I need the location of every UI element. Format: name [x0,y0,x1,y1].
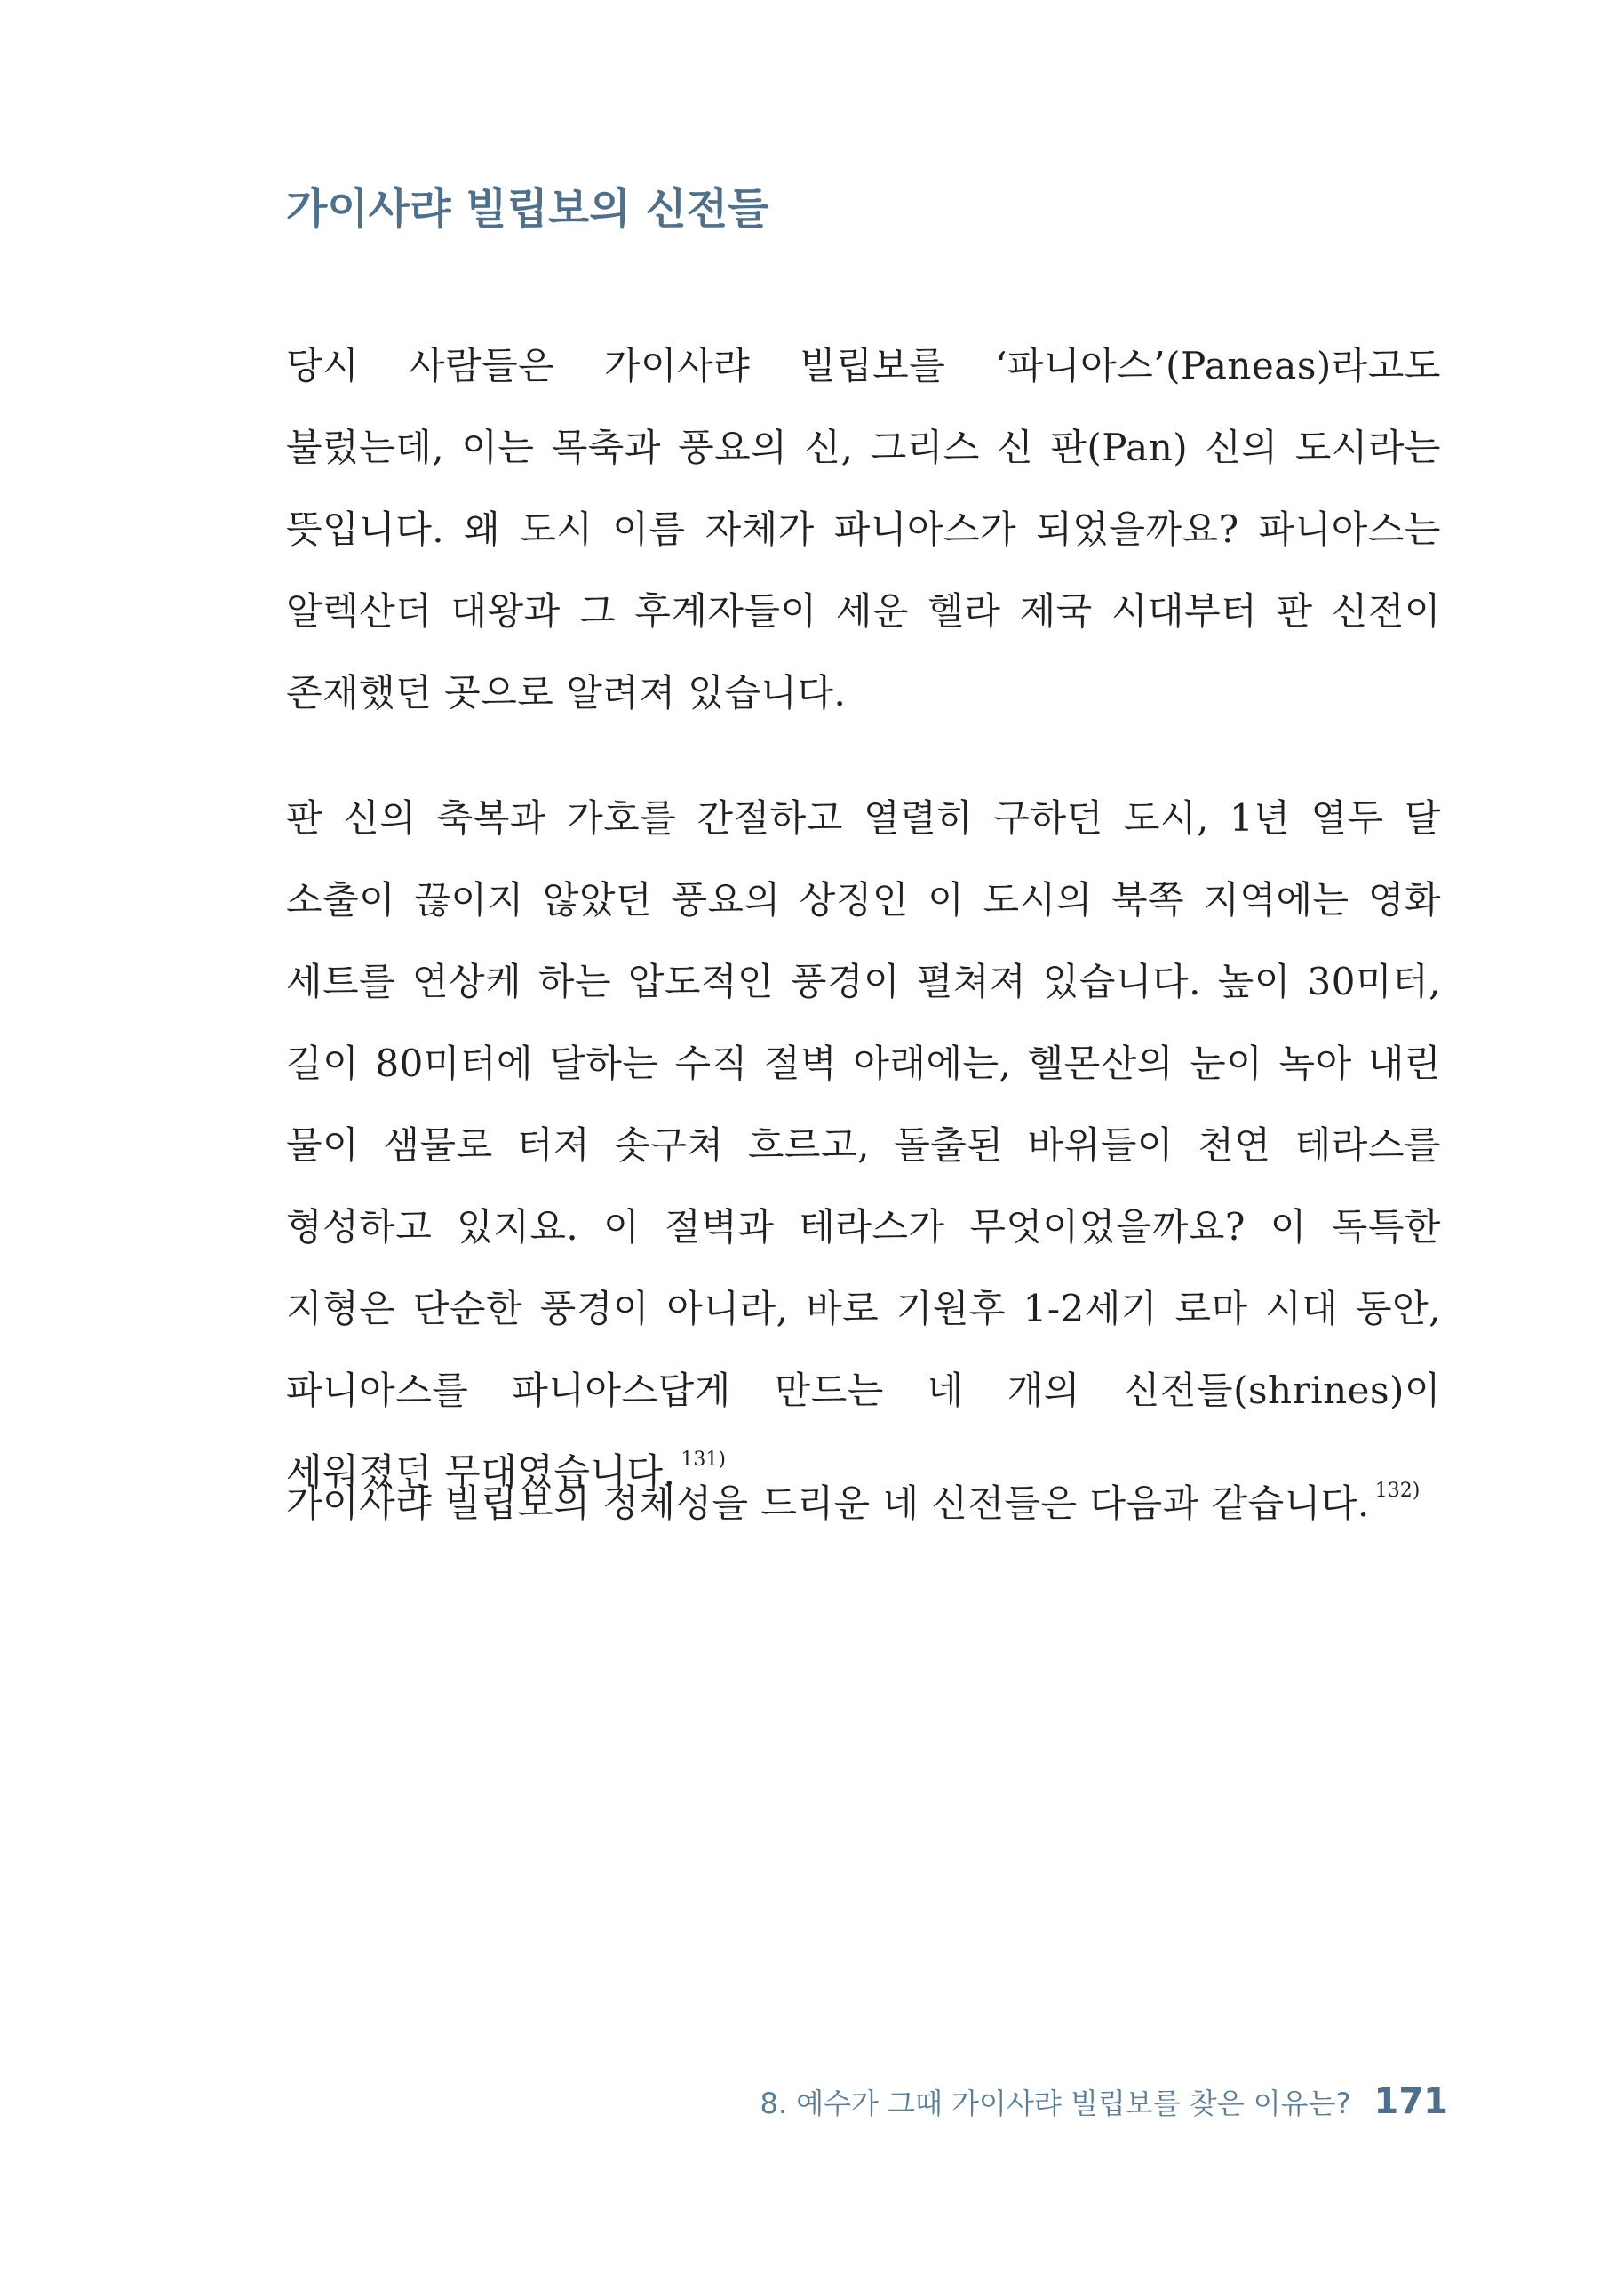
section-title: 가이사랴 빌립보의 신전들 [286,184,769,234]
paragraph-1 [286,325,1441,734]
paragraph-3-text: 가이사랴 빌립보의 정체성을 드리운 네 신전들은 다음과 같습니다. [286,1481,1370,1525]
footnote-marker-131[interactable]: 131) [681,1449,726,1471]
paragraph-2 [286,778,1441,1513]
page-number: 171 [1373,2081,1448,2122]
footnote-marker-132[interactable]: 132) [1374,1480,1421,1502]
paragraph-2-text: 판 신의 축복과 가호를 간절하고 열렬히 구하던 도시, 1년 열두 달 소출이 끊이지 않았던 풍요의 상징인 이 도시의 북쪽 지역에는 영화 세트를 연상케 하는 압도적인 풍경이 펼쳐져 있습니다. 높이 30미터, 길이 80미터에 달하는 수직 절벽 아래에는, 헬몬산의 눈이 녹아 내린 물이 샘물로 터져 솟구쳐 흐르고, 돌출된 바위들이 천연 테라스를 형성하고 있지요. 이 절벽과 테라스가 무엇이었을까요? 이 독특한 지형은 단순한 풍경이 아니라, 바로 기원후 1-2세기 로마 시대 동안, 파니아스를 파니아스답게 만드는 네 개의 신전들(shrines)이 세워졌던 무대였습니다. [286,796,1441,1494]
running-head: 8. 예수가 그때 가이사랴 빌립보를 찾은 이유는? [760,2087,1351,2120]
page-footer [760,2081,1448,2135]
paragraph-3 [286,1463,1441,1545]
paragraph-1-text: 당시 사람들은 가이사랴 빌립보를 ‘파니아스’(Paneas)라고도 불렀는데, 이는 목축과 풍요의 신, 그리스 신 판(Pan) 신의 도시라는 뜻입니다. 왜 도시 이름 자체가 파니아스가 되었을까요? 파니아스는 알렉산더 대왕과 그 후계자들이 세운 헬라 제국 시대부터 판 신전이 존재했던 곳으로 알려져 있습니다. [286,344,1441,714]
